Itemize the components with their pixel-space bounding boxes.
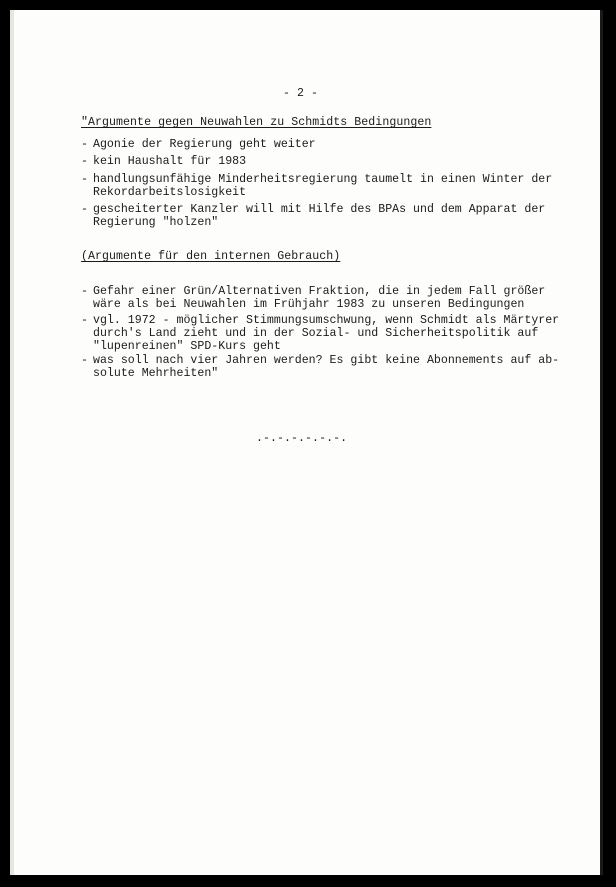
list-item-line: solute Mehrheiten" (93, 367, 219, 380)
bullet-dash: - (81, 203, 89, 216)
list-item-line: vgl. 1972 - möglicher Stimmungsumschwung, wenn Schmidt als Märtyrer (93, 314, 560, 327)
page-edge (10, 10, 14, 875)
list-item-line: gescheiterter Kanzler will mit Hilfe des BPAs und dem Apparat der (93, 203, 546, 216)
list-item-line: durch's Land zieht und in der Sozial- und Sicherheitspolitik auf (93, 327, 539, 340)
bullet-dash: - (81, 155, 89, 168)
list-item-line: Regierung "holzen" (93, 216, 219, 229)
section-heading-internal: (Argumente für den internen Gebrauch) (81, 250, 341, 263)
bullet-dash: - (81, 173, 89, 186)
bullet-dash: - (81, 138, 89, 151)
page-number: - 2 - (283, 87, 319, 100)
document-page (10, 10, 603, 875)
bullet-dash: - (81, 314, 89, 327)
bullet-dash: - (81, 285, 89, 298)
list-item-line: handlungsunfähige Minderheitsregierung taumelt in einen Winter der (93, 173, 553, 186)
section-heading-against: "Argumente gegen Neuwahlen zu Schmidts Bedingungen (81, 116, 432, 129)
list-item-line: wäre als bei Neuwahlen im Frühjahr 1983 zu unseren Bedingungen (93, 298, 525, 311)
list-item-line: kein Haushalt für 1983 (93, 155, 247, 168)
list-item-line: Agonie der Regierung geht weiter (93, 138, 316, 151)
end-separator: .-.-.-.-.-.-. (256, 432, 348, 445)
list-item-line: Gefahr einer Grün/Alternativen Fraktion, die in jedem Fall größer (93, 285, 546, 298)
bullet-dash: - (81, 354, 89, 367)
list-item-line: "lupenreinen" SPD-Kurs geht (93, 340, 281, 353)
list-item-line: was soll nach vier Jahren werden? Es gibt keine Abonnements auf ab- (93, 354, 560, 367)
list-item-line: Rekordarbeitslosigkeit (93, 186, 247, 199)
